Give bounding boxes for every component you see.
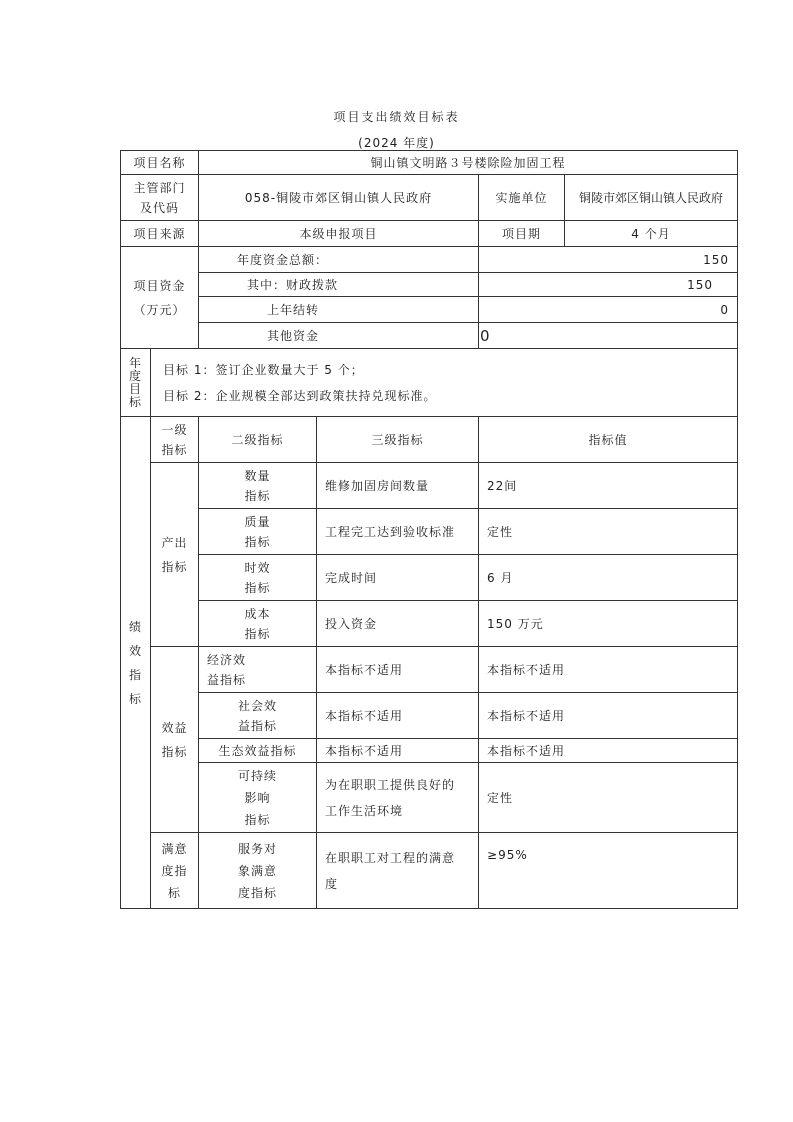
dept-value: 058-铜陵市郊区铜山镇人民政府: [199, 175, 479, 221]
header-value: 指标值: [479, 417, 738, 463]
benefit-value: 本指标不适用: [479, 647, 738, 693]
output-l2: 时效 指标: [199, 555, 317, 601]
header-level1: 一级 指标: [151, 417, 199, 463]
funds-label: 项目资金 （万元）: [121, 247, 199, 349]
output-l3: 维修加固房间数量: [317, 463, 479, 509]
output-row: [121, 509, 738, 555]
satisfaction-row: [121, 833, 738, 909]
row-indicator-header: [121, 417, 738, 463]
benefit-label: 效益 指标: [151, 647, 199, 833]
funds-other-value: 0: [479, 323, 738, 349]
output-row: [121, 601, 738, 647]
benefit-l3: 本指标不适用: [317, 739, 479, 763]
output-l2: 成本 指标: [199, 601, 317, 647]
output-label: 产出 指标: [151, 463, 199, 647]
benefit-row: [121, 763, 738, 833]
perf-label: 绩 效 指 标: [121, 417, 151, 909]
benefit-value: 本指标不适用: [479, 739, 738, 763]
header-level3: 三级指标: [317, 417, 479, 463]
funds-total-label: 年度资金总额：: [199, 247, 479, 273]
output-value: 22间: [479, 463, 738, 509]
benefit-row: [121, 693, 738, 739]
output-row: [121, 463, 738, 509]
year-label: (2024 年度): [358, 136, 435, 150]
impl-label: 实施单位: [479, 175, 565, 221]
benefit-value: 定性: [479, 763, 738, 833]
benefit-l2: 社会效 益指标: [199, 693, 317, 739]
benefit-row: [121, 647, 738, 693]
source-value: 本级申报项目: [199, 221, 479, 247]
benefit-l2: 经济效 益指标: [199, 647, 317, 693]
row-funds-total: [121, 247, 738, 273]
satisfaction-value: ≥95%: [479, 833, 738, 909]
benefit-value: 本指标不适用: [479, 693, 738, 739]
project-name-value: 铜山镇文明路３号楼除险加固工程: [199, 151, 738, 175]
row-funds-fiscal: [121, 273, 738, 297]
output-l2: 数量 指标: [199, 463, 317, 509]
satisfaction-l2: 服务对 象满意 度指标: [199, 833, 317, 909]
benefit-l3: 本指标不适用: [317, 647, 479, 693]
period-value: 4 个月: [565, 221, 738, 247]
goal-2: 目标 2：企业规模全部达到政策扶持兑现标准。: [163, 388, 437, 403]
benefit-l3: 本指标不适用: [317, 693, 479, 739]
goal-label: 年 度 目 标: [121, 349, 151, 417]
period-label: 项目期: [479, 221, 565, 247]
output-l2: 质量 指标: [199, 509, 317, 555]
row-annual-goals: [121, 349, 738, 417]
output-value: 6 月: [479, 555, 738, 601]
output-row: [121, 555, 738, 601]
benefit-row: [121, 739, 738, 763]
page-title: 项目支出绩效目标表: [333, 110, 460, 124]
source-label: 项目来源: [121, 221, 199, 247]
funds-carry-value: 0: [479, 297, 738, 323]
funds-total-value: 150: [479, 247, 738, 273]
benefit-l2: 可持续 影响 指标: [199, 763, 317, 833]
row-funds-carry: [121, 297, 738, 323]
row-funds-other: [121, 323, 738, 349]
output-l3: 工程完工达到验收标准: [317, 509, 479, 555]
goal-1: 目标 1：签订企业数量大于 5 个；: [163, 362, 364, 377]
benefit-l3: 为在职职工提供良好的 工作生活环境: [317, 763, 479, 833]
goal-content: [151, 349, 738, 417]
header-level2: 二级指标: [199, 417, 317, 463]
project-name-label: 项目名称: [121, 151, 199, 175]
performance-table: [120, 150, 738, 909]
dept-label: 主管部门 及代码: [121, 175, 199, 221]
output-value: 150 万元: [479, 601, 738, 647]
output-l3: 完成时间: [317, 555, 479, 601]
satisfaction-label: 满意 度指 标: [151, 833, 199, 909]
funds-fiscal-label: 其中：财政拨款: [199, 273, 479, 297]
output-value: 定性: [479, 509, 738, 555]
impl-value: 铜陵市郊区铜山镇人民政府: [565, 175, 738, 221]
satisfaction-l3: 在职职工对工程的满意 度: [317, 833, 479, 909]
row-source: [121, 221, 738, 247]
funds-carry-label: 上年结转: [199, 297, 479, 323]
row-department: [121, 175, 738, 221]
benefit-l2: 生态效益指标: [199, 739, 317, 763]
row-project-name: [121, 151, 738, 175]
output-l3: 投入资金: [317, 601, 479, 647]
funds-other-label: 其他资金: [199, 323, 479, 349]
funds-fiscal-value: 150: [479, 273, 738, 297]
